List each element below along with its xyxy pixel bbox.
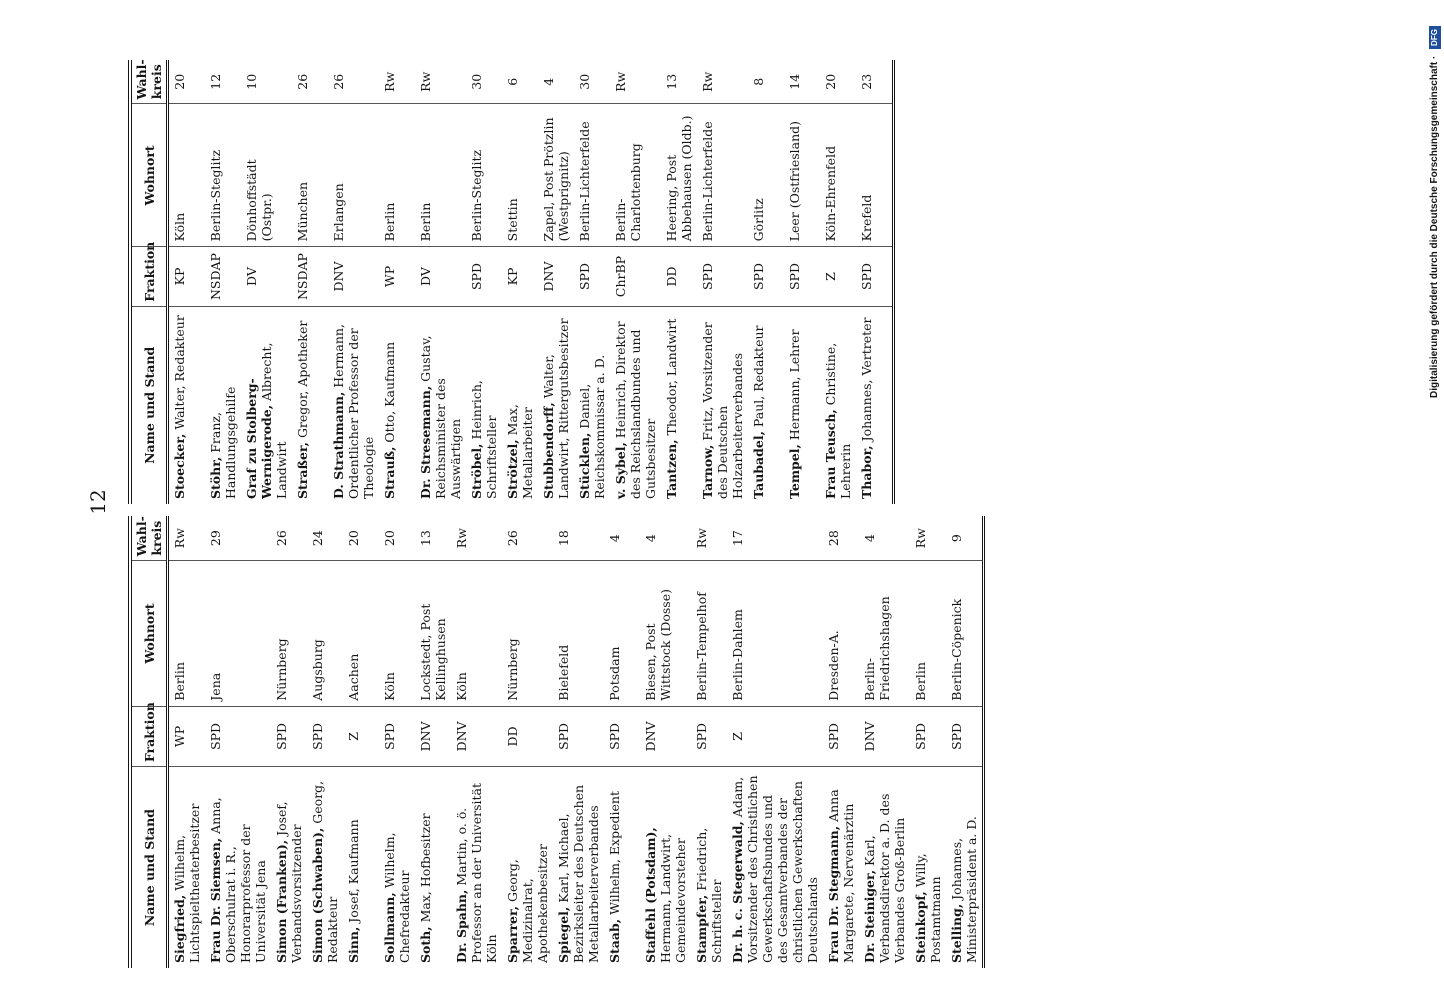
wahlkreis-cell: 26 xyxy=(292,60,328,104)
wahlkreis-cell: 30 xyxy=(574,60,610,104)
table-row xyxy=(856,60,894,504)
member-name-cell: Tantzen, Theodor, Landwirt xyxy=(664,318,679,499)
member-surname: Dr. h. c. Stegerwald, xyxy=(730,821,745,963)
table-row xyxy=(661,60,697,504)
wohnort-cell: Köln xyxy=(168,104,206,247)
wahlkreis-cell: 26 xyxy=(271,516,307,561)
header-wahlkreis: Wahl-kreis xyxy=(130,60,168,104)
member-surname: Straßer, xyxy=(295,442,310,499)
fraktion-cell: SPD xyxy=(574,247,610,306)
member-name-cell: Staab, Wilhelm, Expedient xyxy=(607,791,622,963)
member-name-cell: Siegfried, Wilhelm, Lichtspieltheaterbesitzer xyxy=(172,803,202,963)
member-name-cell: Dr. Stresemann, Gustav, Reichsminister des Auswärtigen xyxy=(418,335,463,499)
member-surname: Steinkopf, xyxy=(913,891,928,963)
member-surname: Sparrer, xyxy=(505,905,520,963)
member-name-cell: Simon (Franken), Josef, Verbandsvorsitzender xyxy=(274,801,304,963)
fraktion-cell: SPD xyxy=(856,247,894,306)
wohnort-cell: Köln xyxy=(451,561,502,706)
member-surname: Sollmann, xyxy=(382,892,397,963)
wohnort-cell: Dresden-A. xyxy=(823,561,859,706)
table-row xyxy=(574,60,610,504)
fraktion-cell: DV xyxy=(241,247,292,306)
wahlkreis-cell: 18 xyxy=(553,516,604,561)
wohnort-cell: Bielefeld xyxy=(553,561,604,706)
member-surname: Sinn, xyxy=(346,926,361,963)
wohnort-cell: Dönhoffstädt (Ostpr.) xyxy=(241,104,292,247)
member-surname: Simon (Schwaben), xyxy=(310,827,325,963)
member-surname: Taubadel, xyxy=(751,431,766,499)
member-surname: v. Sybel, xyxy=(613,442,628,499)
wohnort-cell: Berlin-Cöpenick xyxy=(946,561,984,706)
table-row xyxy=(241,60,292,504)
member-name-cell: Strauß, Otto, Kaufmann xyxy=(382,341,397,499)
member-name-cell: Tarnow, Fritz, Vorsitzender des Deutschen Holzarbeiterverbandes xyxy=(700,322,745,499)
wohnort-cell: Berlin-Steglitz xyxy=(466,104,502,247)
fraktion-cell: WP xyxy=(168,706,206,766)
table-row xyxy=(205,516,271,968)
member-surname: Siegfried, xyxy=(172,894,187,963)
table-row xyxy=(604,516,640,968)
table-row xyxy=(538,60,574,504)
table-row xyxy=(727,516,823,968)
wahlkreis-cell: 24 xyxy=(307,516,343,561)
fraktion-cell: SPD xyxy=(379,706,415,766)
fraktion-cell: KP xyxy=(168,247,206,306)
member-surname: Strötzel, xyxy=(505,439,520,499)
wahlkreis-cell: 29 xyxy=(205,516,271,561)
table-row xyxy=(502,60,538,504)
table-row xyxy=(328,60,379,504)
fraktion-cell: SPD xyxy=(910,706,946,766)
member-name-cell: Frau Dr. Siemsen, Anna, Oberschulrat i. R., Honorarprofessor der Universität Jena xyxy=(208,797,268,963)
table-row xyxy=(553,516,604,968)
table-row xyxy=(640,516,691,968)
wohnort-cell: Berlin-Tempelhof xyxy=(691,561,727,706)
table-row xyxy=(168,516,206,968)
fraktion-cell: Z xyxy=(820,247,856,306)
table-row xyxy=(748,60,784,504)
member-surname: Tempel, xyxy=(787,444,802,499)
member-name-cell: Taubadel, Paul, Redakteur xyxy=(751,325,766,499)
fraktion-cell: DD xyxy=(502,706,553,766)
table-row xyxy=(205,60,241,504)
right-table-rotated xyxy=(128,60,895,504)
member-name-cell: Strötzel, Max, Metallarbeiter xyxy=(505,404,535,499)
fraktion-cell: SPD xyxy=(697,247,748,306)
wahlkreis-cell: 20 xyxy=(379,516,415,561)
wahlkreis-cell: 14 xyxy=(784,60,820,104)
member-name-cell: Sollmann, Wilhelm, Chefredakteur xyxy=(382,832,412,963)
member-surname: Stöhr, xyxy=(208,456,223,499)
fraktion-cell: KP xyxy=(502,247,538,306)
header-wohnort: Wohnort xyxy=(130,561,168,706)
wahlkreis-cell: 8 xyxy=(748,60,784,104)
member-surname: Stücklen, xyxy=(577,432,592,499)
member-name-cell: Frau Teusch, Christine, Lehrerin xyxy=(823,342,853,499)
fraktion-cell: ChrBP xyxy=(610,247,661,306)
fraktion-cell: SPD xyxy=(307,706,343,766)
wohnort-cell: Potsdam xyxy=(604,561,640,706)
member-surname: Dr. Spahn, xyxy=(454,889,469,963)
header-fraktion: Fraktion xyxy=(130,706,168,766)
member-name-cell: Frau Dr. Stegmann, Anna Margarete, Nervenärztin xyxy=(826,789,856,963)
wohnort-cell: Leer (Ostfriesland) xyxy=(784,104,820,247)
fraktion-cell: DNV xyxy=(538,247,574,306)
table-row xyxy=(415,60,466,504)
wahlkreis-cell: 9 xyxy=(946,516,984,561)
table-row xyxy=(946,516,984,968)
wohnort-cell: Erlangen xyxy=(328,104,379,247)
member-name-cell: Stampfer, Friedrich, Schriftsteller xyxy=(694,827,724,963)
wahlkreis-cell: Rw xyxy=(697,60,748,104)
member-name-cell: Staffehl (Potsdam), Hermann, Landwirt, Gemeindevorsteher xyxy=(643,827,688,963)
member-name-cell: Simon (Schwaben), Georg, Redakteur xyxy=(310,780,340,963)
wohnort-cell: Nürnberg xyxy=(271,561,307,706)
wahlkreis-cell: Rw xyxy=(910,516,946,561)
table-row xyxy=(910,516,946,968)
fraktion-cell: NSDAP xyxy=(292,247,328,306)
member-surname: Stelling, xyxy=(949,903,964,963)
member-surname: Thabor, xyxy=(859,445,874,499)
fraktion-cell: SPD xyxy=(205,706,271,766)
member-name-cell: Stücklen, Daniel, Reichskommissar a. D. xyxy=(577,354,607,499)
fraktion-cell: DNV xyxy=(415,706,451,766)
member-name-cell: Ströbel, Heinrich, Schriftsteller xyxy=(469,380,499,499)
table-row xyxy=(502,516,553,968)
table-row xyxy=(292,60,328,504)
fraktion-cell: DNV xyxy=(640,706,691,766)
wohnort-cell: Heering, Post Abbehausen (Oldb.) xyxy=(661,104,697,247)
wohnort-cell: Nürnberg xyxy=(502,561,553,706)
member-name-cell: Stelling, Johannes, Ministerpräsident a. D. xyxy=(949,816,979,963)
wahlkreis-cell: 23 xyxy=(856,60,894,104)
right-member-table xyxy=(128,60,1298,504)
member-name-cell: Straßer, Gregor, Apotheker xyxy=(295,320,310,499)
wahlkreis-cell: Rw xyxy=(415,60,466,104)
fraktion-cell: SPD xyxy=(748,247,784,306)
member-name-cell: D. Strathmann, Hermann, Ordentlicher Professor der Theologie xyxy=(331,324,376,499)
wohnort-cell: Stettin xyxy=(502,104,538,247)
wahlkreis-cell: 28 xyxy=(823,516,859,561)
table-row xyxy=(343,516,379,968)
table-row xyxy=(379,60,415,504)
table-row xyxy=(379,516,415,968)
table-row xyxy=(466,60,502,504)
member-surname: Graf zu Stolberg-Wernigerode, xyxy=(244,378,274,499)
table-row xyxy=(691,516,727,968)
wohnort-cell: Berlin-Charlottenburg xyxy=(610,104,661,247)
wahlkreis-cell: 13 xyxy=(661,60,697,104)
wahlkreis-cell: Rw xyxy=(610,60,661,104)
wohnort-cell: Berlin-Lichterfelde xyxy=(574,104,610,247)
wohnort-cell: Berlin-Friedrichshagen xyxy=(859,561,910,706)
wohnort-cell: Biesen, Post Wittstock (Dosse) xyxy=(640,561,691,706)
member-name-cell: Tempel, Hermann, Lehrer xyxy=(787,329,802,499)
wohnort-cell: Berlin-Dahlem xyxy=(727,561,823,706)
table-row xyxy=(451,516,502,968)
wohnort-cell: Berlin xyxy=(910,561,946,706)
member-name-cell: Steinkopf, Willy, Postamtmann xyxy=(913,853,943,963)
wohnort-cell: Krefeld xyxy=(856,104,894,247)
member-surname: Spiegel, xyxy=(556,906,571,963)
header-name: Name und Stand xyxy=(130,306,168,504)
wohnort-cell: Köln-Ehrenfeld xyxy=(820,104,856,247)
member-surname: Soth, xyxy=(418,926,433,963)
member-name-cell: Stubbendorff, Walter, Landwirt, Rittergutsbesitzer xyxy=(541,318,571,499)
member-surname: Stubbendorff, xyxy=(541,402,556,499)
fraktion-cell: SPD xyxy=(823,706,859,766)
member-name-cell: Dr. h. c. Stegerwald, Adam, Vorsitzender des Christlichen Gewerkschaftsbundes und des Gesamtverbandes der christlichen Gewerkschaften Deutschlands xyxy=(730,775,820,963)
fraktion-cell: DNV xyxy=(451,706,502,766)
dfg-logo: DFG xyxy=(1429,26,1441,49)
fraktion-cell: SPD xyxy=(604,706,640,766)
fraktion-cell: Z xyxy=(343,706,379,766)
member-surname: Ströbel, xyxy=(469,443,484,499)
member-surname: D. Strathmann, xyxy=(331,391,346,499)
member-name-cell: Spiegel, Karl, Michael, Bezirksleiter des Deutschen Metallarbeiterverbandes xyxy=(556,784,601,963)
wahlkreis-cell: Rw xyxy=(379,60,415,104)
wahlkreis-cell: 20 xyxy=(168,60,206,104)
wohnort-cell: München xyxy=(292,104,328,247)
fraktion-cell: SPD xyxy=(784,247,820,306)
fraktion-cell: SPD xyxy=(271,706,307,766)
wohnort-cell: Berlin xyxy=(379,104,415,247)
member-name-cell: Graf zu Stolberg-Wernigerode, Albrecht, Landwirt xyxy=(244,342,289,499)
table-row xyxy=(415,516,451,968)
wahlkreis-cell: 20 xyxy=(820,60,856,104)
wohnort-cell: Zapel, Post Prötzlin (Westprignitz) xyxy=(538,104,574,247)
wahlkreis-cell: 26 xyxy=(502,516,553,561)
wahlkreis-cell: Rw xyxy=(451,516,502,561)
member-name-cell: Dr. Spahn, Martin, o. ö. Professor an der Universität Köln xyxy=(454,783,499,963)
member-name-cell: Sparrer, Georg, Medizinalrat, Apothekenbesitzer xyxy=(505,844,550,963)
member-name-cell: Stoecker, Walter, Redakteur xyxy=(172,315,187,499)
member-name-cell: v. Sybel, Heinrich, Direktor des Reichslandbundes und Gutsbesitzer xyxy=(613,321,658,499)
table-row xyxy=(784,60,820,504)
page-number: 12 xyxy=(86,489,110,515)
table-row xyxy=(271,516,307,968)
wohnort-cell: Augsburg xyxy=(307,561,343,706)
credit-text: Digitalisierung gefördert durch die Deutsche Forschungsgemeinschaft · xyxy=(1429,55,1440,398)
wahlkreis-cell: 26 xyxy=(328,60,379,104)
member-surname: Tarnow, xyxy=(700,444,715,499)
table-row xyxy=(823,516,859,968)
wohnort-cell: Berlin-Lichterfelde xyxy=(697,104,748,247)
member-surname: Stampfer, xyxy=(694,894,709,963)
fraktion-cell: WP xyxy=(379,247,415,306)
header-wohnort: Wohnort xyxy=(130,104,168,247)
table-row xyxy=(820,60,856,504)
table-row xyxy=(168,60,206,504)
wahlkreis-cell: 20 xyxy=(343,516,379,561)
header-fraktion: Fraktion xyxy=(130,247,168,306)
member-surname: Frau Dr. Stegmann, xyxy=(826,825,841,963)
wahlkreis-cell: 30 xyxy=(466,60,502,104)
fraktion-cell: SPD xyxy=(946,706,984,766)
member-surname: Dr. Steiniger, xyxy=(862,869,877,963)
table-row xyxy=(859,516,910,968)
fraktion-cell: DD xyxy=(661,247,697,306)
fraktion-cell: Z xyxy=(727,706,823,766)
left-table-rotated xyxy=(128,516,985,968)
fraktion-cell: SPD xyxy=(466,247,502,306)
wohnort-cell: Lockstedt, Post Kellinghusen xyxy=(415,561,451,706)
member-surname: Frau Teusch, xyxy=(823,409,838,499)
wahlkreis-cell: 17 xyxy=(727,516,823,561)
member-surname: Staffehl (Potsdam), xyxy=(643,827,658,963)
fraktion-cell: DNV xyxy=(328,247,379,306)
fraktion-cell: SPD xyxy=(691,706,727,766)
wahlkreis-cell: 13 xyxy=(415,516,451,561)
table-row xyxy=(697,60,748,504)
header-wahlkreis: Wahl-kreis xyxy=(130,516,168,561)
wahlkreis-cell: 12 xyxy=(205,60,241,104)
wahlkreis-cell: 4 xyxy=(604,516,640,561)
fraktion-cell: DV xyxy=(415,247,466,306)
digitization-credit xyxy=(1418,8,1438,398)
fraktion-cell: NSDAP xyxy=(205,247,241,306)
member-surname: Dr. Stresemann, xyxy=(418,385,433,499)
header-name: Name und Stand xyxy=(130,767,168,968)
wohnort-cell: Berlin xyxy=(168,561,206,706)
wohnort-cell: Köln xyxy=(379,561,415,706)
member-surname: Stoecker, xyxy=(172,433,187,499)
wahlkreis-cell: 6 xyxy=(502,60,538,104)
member-name-cell: Soth, Max, Hofbesitzer xyxy=(418,813,433,963)
member-name-cell: Thabor, Johannes, Vertreter xyxy=(859,317,874,499)
wohnort-cell: Görlitz xyxy=(748,104,784,247)
member-surname: Frau Dr. Siemsen, xyxy=(208,837,223,963)
left-member-table xyxy=(128,516,1298,968)
fraktion-cell: SPD xyxy=(553,706,604,766)
fraktion-cell: DNV xyxy=(859,706,910,766)
member-surname: Staab, xyxy=(607,918,622,963)
wahlkreis-cell: 4 xyxy=(538,60,574,104)
wohnort-cell: Berlin xyxy=(415,104,466,247)
table-row xyxy=(307,516,343,968)
wahlkreis-cell: 4 xyxy=(859,516,910,561)
wahlkreis-cell: 10 xyxy=(241,60,292,104)
member-surname: Simon (Franken), xyxy=(274,839,289,963)
wohnort-cell: Aachen xyxy=(343,561,379,706)
wahlkreis-cell: Rw xyxy=(691,516,727,561)
wahlkreis-cell: Rw xyxy=(168,516,206,561)
member-name-cell: Sinn, Josef, Kaufmann xyxy=(346,819,361,963)
wahlkreis-cell: 4 xyxy=(640,516,691,561)
member-surname: Strauß, xyxy=(382,446,397,499)
wohnort-cell: Jena xyxy=(205,561,271,706)
member-name-cell: Dr. Steiniger, Karl, Verbandsdirektor a. D. des Verbandes Groß-Berlin xyxy=(862,793,907,963)
member-surname: Tantzen, xyxy=(664,439,679,499)
member-name-cell: Stöhr, Franz, Handlungsgehilfe xyxy=(208,386,238,499)
table-row xyxy=(610,60,661,504)
wohnort-cell: Berlin-Steglitz xyxy=(205,104,241,247)
